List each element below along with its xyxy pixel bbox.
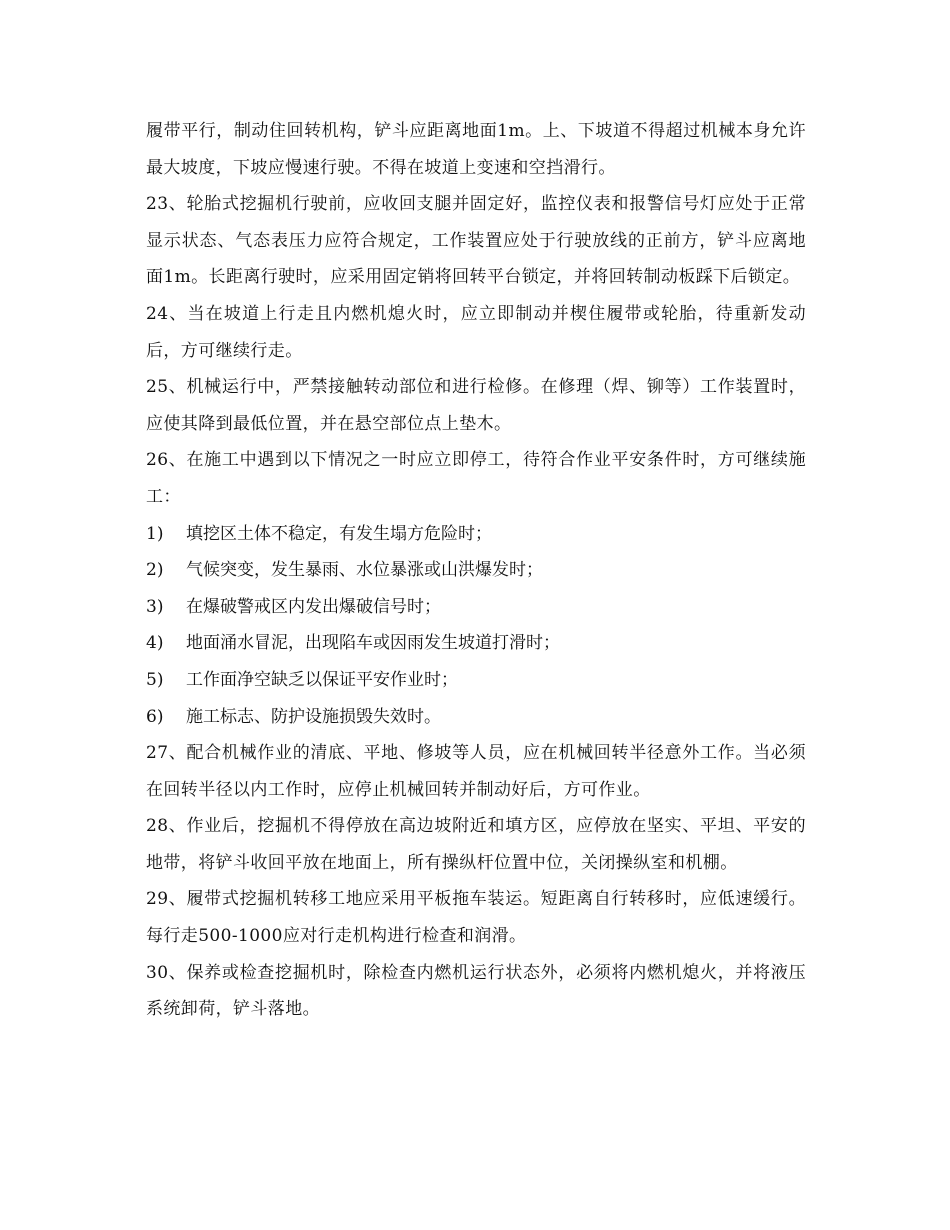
list-item-text: 施工标志、防护设施损毁失效时。	[186, 706, 441, 727]
list-item-text: 工作面净空缺乏以保证平安作业时；	[186, 669, 458, 690]
list-item-number: 5)	[146, 669, 164, 690]
list-item-number: 3)	[146, 596, 164, 617]
paragraph-30: 30、保养或检查挖掘机时，除检查内燃机运行状态外，必须将内燃机熄火，并将液压系统卸荷，铲斗落地。	[146, 962, 806, 1020]
paragraph-26: 26、在施工中遇到以下情况之一时应立即停工，待符合作业平安条件时，方可继续施工：	[146, 450, 806, 507]
list-item	[146, 552, 806, 589]
paragraph-28: 28、作业后，挖掘机不得停放在高边坡附近和填方区，应停放在坚实、平坦、平安的地带，将铲斗收回平放在地面上，所有操纵杆位置中位，关闭操纵室和机棚。	[146, 816, 806, 873]
document-page	[146, 113, 806, 1028]
list-item-text: 填挖区土体不稳定，有发生塌方危险时；	[186, 523, 492, 544]
paragraph-25: 25、机械运行中，严禁接触转动部位和进行检修。在修理（焊、铆等）工作装置时，应使其降到最低位置，并在悬空部位点上垫木。	[146, 377, 806, 434]
list-item-text: 在爆破警戒区内发出爆破信号时；	[186, 596, 441, 617]
list-item-number: 1)	[146, 523, 164, 544]
paragraph-23: 23、轮胎式挖掘机行驶前，应收回支腿并固定好，监控仪表和报警信号灯应处于正常显示状态、气态表压力应符合规定，工作装置应处于行驶放线的正前方，铲斗应离地面1m。长距离行驶时，应采用固定销将回转平台锁定，并将回转制动板踩下后锁定。	[146, 194, 806, 288]
list-item-text: 地面涌水冒泥，出现陷车或因雨发生坡道打滑时；	[186, 633, 560, 654]
paragraph-24: 24、当在坡道上行走且内燃机熄火时，应立即制动并楔住履带或轮胎，待重新发动后，方可继续行走。	[146, 303, 806, 361]
list-item-text: 气候突变，发生暴雨、水位暴涨或山洪爆发时；	[186, 560, 543, 581]
list-item-number: 6)	[146, 706, 164, 727]
paragraph-22-continued: 履带平行，制动住回转机构，铲斗应距离地面1m。上、下坡道不得超过机械本身允许最大坡度，下坡应慢速行驶。不得在坡道上变速和空挡滑行。	[146, 121, 806, 178]
list-item-number: 4)	[146, 633, 164, 654]
paragraph-29: 29、履带式挖掘机转移工地应采用平板拖车装运。短距离自行转移时，应低速缓行。每行走500-1000应对行走机构进行检查和润滑。	[146, 889, 806, 947]
list-item	[146, 662, 806, 699]
list-item	[146, 589, 806, 626]
list-item	[146, 625, 806, 662]
list-item-number: 2)	[146, 560, 164, 581]
paragraph-27: 27、配合机械作业的清底、平地、修坡等人员，应在机械回转半径意外工作。当必须在回转半径以内工作时，应停止机械回转并制动好后，方可作业。	[146, 743, 806, 800]
list-item	[146, 516, 806, 553]
list-item	[146, 699, 806, 736]
